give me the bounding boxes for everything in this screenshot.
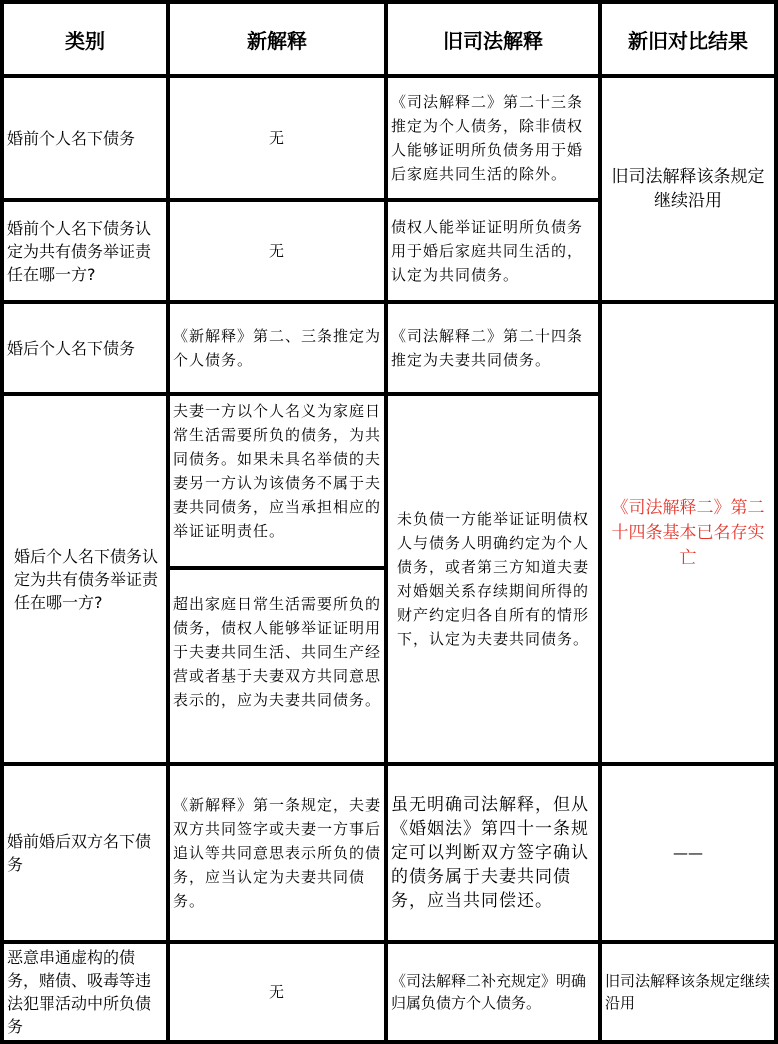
row6-category: 恶意串通虚构的债务，赌债、吸毒等违法犯罪活动中所负债务 [4, 944, 166, 1040]
row3-old: 《司法解释二》第二十四条推定为夫妻共同债务。 [388, 304, 598, 392]
header-comparison-result: 新旧对比结果 [602, 4, 774, 74]
row2-old: 债权人能举证证明所负债务用于婚后家庭共同生活的，认定为共同债务。 [388, 202, 598, 300]
row1-old: 《司法解释二》第二十三条推定为个人债务，除非债权人能够证明所负债务用于婚后家庭共同生活的除外。 [388, 78, 598, 198]
row4-new-b: 超出家庭日常生活需要所负的债务，债权人能够举证证明用于夫妻共同生活、共同生产经营或者基于夫妻双方共同意思表示的，应为夫妻共同债务。 [170, 570, 384, 762]
row1-new: 无 [170, 78, 384, 198]
row5-result: —— [602, 766, 774, 940]
row4-category: 婚后个人名下债务认定为共有债务举证责任在哪一方? [4, 396, 166, 762]
row4-old: 未负债一方能举证证明债权人与债务人明确约定为个人债务，或者第三方知道夫妻对婚姻关系存续期间所得的财产约定归各自所有的情形下，认定为夫妻共同债务。 [388, 396, 598, 762]
row6-result: 旧司法解释该条规定继续沿用 [602, 944, 774, 1040]
row2-new: 无 [170, 202, 384, 300]
row6-old: 《司法解释二补充规定》明确归属负债方个人债务。 [388, 944, 598, 1040]
header-old-interpretation: 旧司法解释 [388, 4, 598, 74]
row3-category: 婚后个人名下债务 [4, 304, 166, 392]
header-new-interpretation: 新解释 [170, 4, 384, 74]
result-rows-1-2: 旧司法解释该条规定继续沿用 [602, 78, 774, 300]
row5-category: 婚前婚后双方名下债务 [4, 766, 166, 940]
row2-category: 婚前个人名下债务认定为共有债务举证责任在哪一方? [4, 202, 166, 300]
row3-new: 《新解释》第二、三条推定为个人债务。 [170, 304, 384, 392]
row5-old: 虽无明确司法解释，但从《婚姻法》第四十一条规定可以判断双方签字确认的债务属于夫妻共同债务，应当共同偿还。 [388, 766, 598, 940]
row5-new: 《新解释》第一条规定，夫妻双方共同签字或夫妻一方事后追认等共同意思表示所负的债务，应当认定为夫妻共同债务。 [170, 766, 384, 940]
row4-new-a: 夫妻一方以个人名义为家庭日常生活需要所负的债务，为共同债务。如果未具名举债的夫妻另一方认为该债务不属于夫妻共同债务，应当承担相应的举证证明责任。 [170, 396, 384, 566]
header-category: 类别 [4, 4, 166, 74]
result-rows-3-4: 《司法解释二》第二十四条基本已名存实亡 [602, 304, 774, 762]
row6-new: 无 [170, 944, 384, 1040]
row1-category: 婚前个人名下债务 [4, 78, 166, 198]
